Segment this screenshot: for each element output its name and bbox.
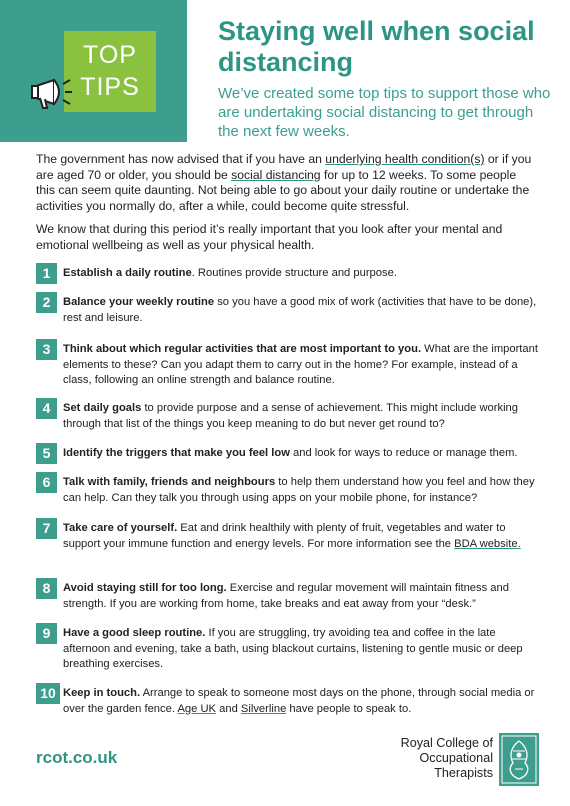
- page-title: Staying well when social distancing: [218, 16, 535, 77]
- tip-number: 5: [36, 443, 57, 464]
- tip-number: 6: [36, 472, 57, 493]
- rcot-crest-logo-icon: [499, 733, 539, 786]
- tip-number: 4: [36, 398, 57, 419]
- megaphone-icon: [30, 74, 74, 110]
- tip-number: 8: [36, 578, 57, 599]
- underlying-health-link[interactable]: underlying health condition(s): [325, 152, 485, 166]
- silverline-link[interactable]: Silverline: [240, 702, 287, 715]
- organisation-name: Royal College of Occupational Therapists: [400, 736, 493, 780]
- intro-paragraph-2: We know that during this period it’s really important that you look after your mental and emotional wellbeing as well as your physical health.: [36, 222, 503, 252]
- tip-number: 3: [36, 339, 57, 360]
- age-uk-link[interactable]: Age UK: [177, 702, 217, 715]
- footer-website-link[interactable]: rcot.co.uk: [36, 748, 118, 767]
- tip-number: 10: [36, 683, 60, 704]
- badge-line-2: TIPS: [80, 73, 140, 101]
- badge-line-1: TOP: [83, 41, 137, 69]
- tip-number: 9: [36, 623, 57, 644]
- social-distancing-link[interactable]: social distancing: [231, 167, 321, 182]
- tip-number: 2: [36, 292, 57, 313]
- tip-number: 7: [36, 518, 57, 539]
- top-tips-badge: [64, 31, 156, 112]
- page-subtitle: We’ve created some top tips to support those who are undertaking social distancing to get through the next few weeks.: [218, 85, 551, 140]
- tip-number: 1: [36, 263, 57, 284]
- bda-website-link[interactable]: BDA website.: [454, 537, 521, 550]
- intro-paragraph-1: The government has now advised that if you have an underlying health condition(s) or if you are aged 70 or older, you should be social distancing for up to 12 weeks. To some people this can seem quite daunting. Not being able to go about your daily routine or undertake the activities you normally do, after a while, could become quite stressful.: [36, 152, 532, 213]
